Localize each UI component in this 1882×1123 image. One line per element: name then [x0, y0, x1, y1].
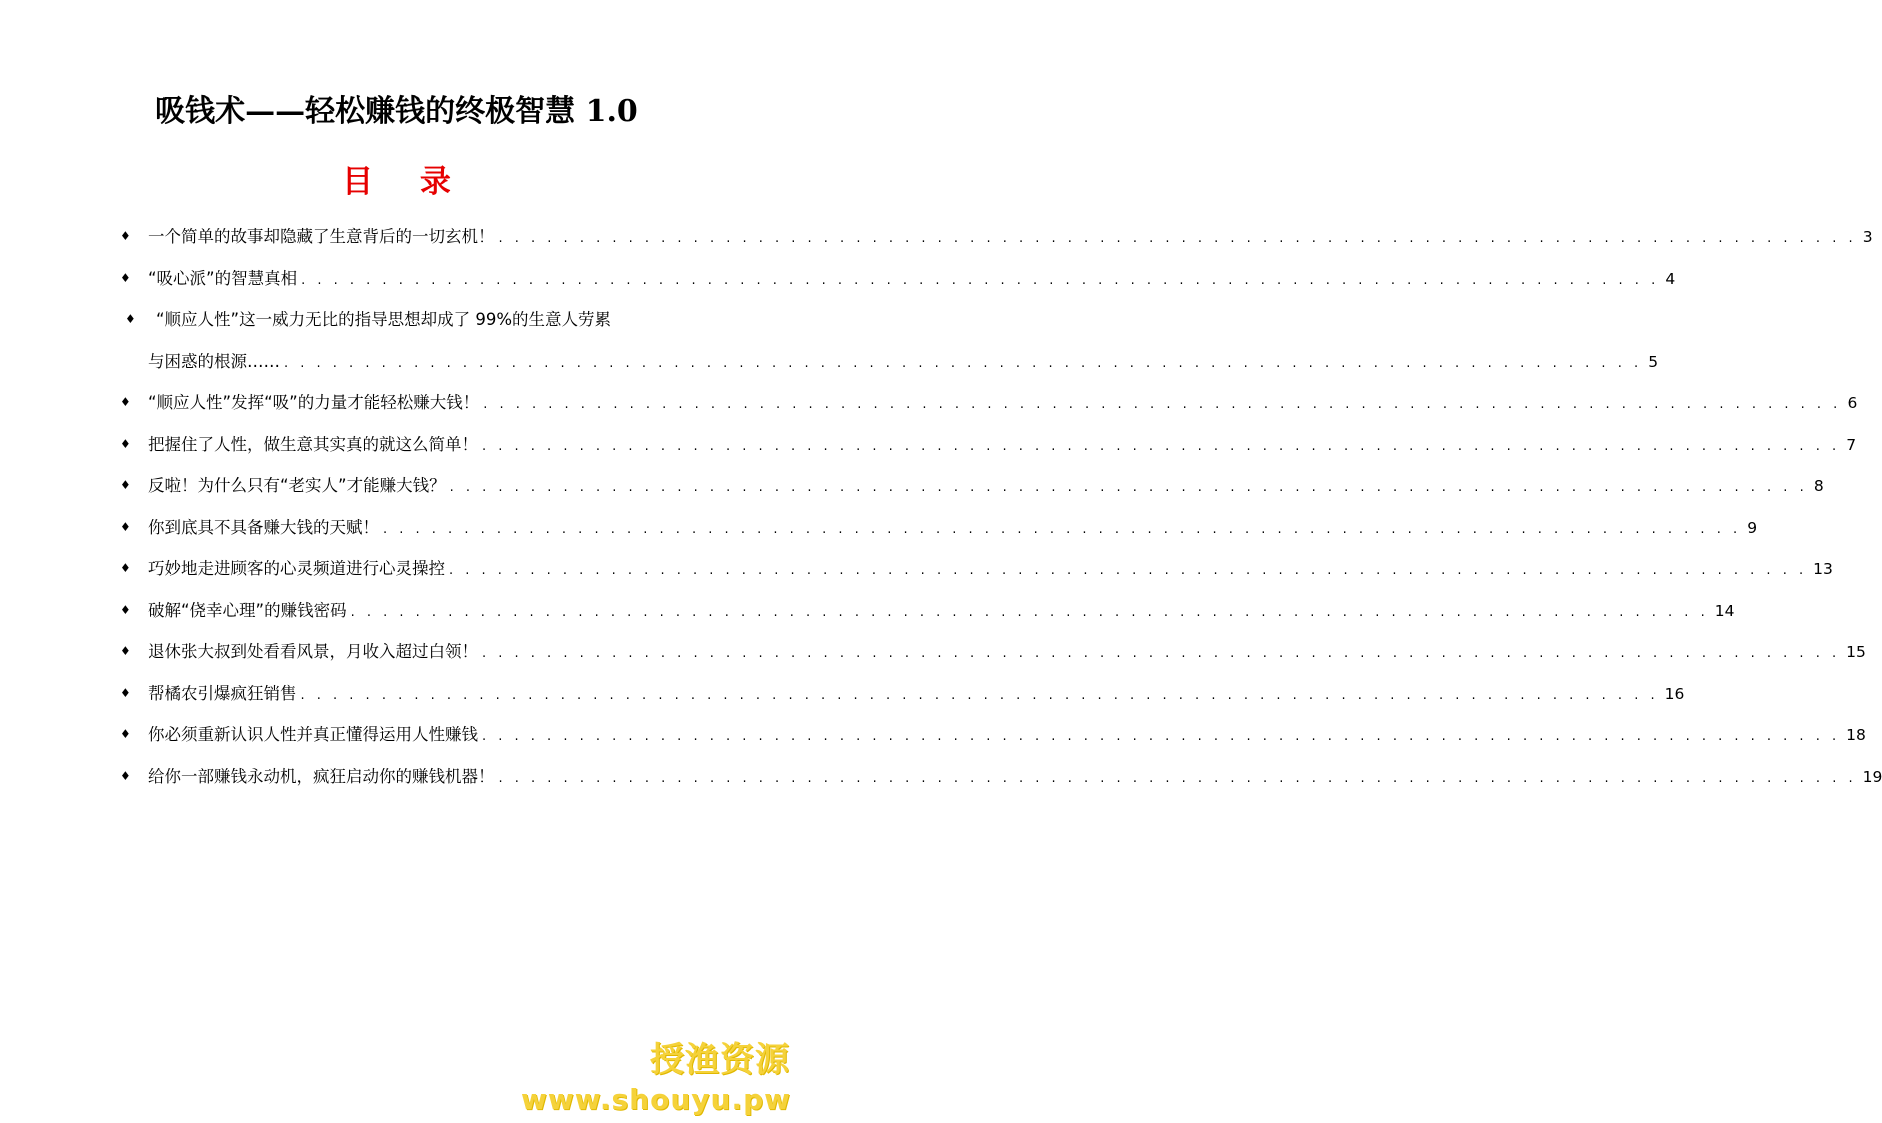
watermark — [493, 1038, 793, 1118]
toc-page-number: 7 — [1846, 435, 1857, 454]
toc-page-number: 3 — [1862, 228, 1873, 246]
toc-page-number: 19 — [1862, 767, 1882, 786]
toc-entry-title: “吸心派”的智慧真相 — [148, 268, 298, 288]
diamond-bullet-icon: ♦ — [125, 312, 136, 326]
toc-page-number: 4 — [1665, 269, 1676, 288]
toc-entry-line — [148, 382, 1858, 424]
toc-page-number: 16 — [1664, 684, 1685, 703]
toc-entry[interactable] — [115, 590, 1735, 632]
diamond-bullet-icon: ♦ — [120, 644, 131, 658]
toc-entry[interactable] — [115, 756, 1882, 798]
toc-entry-line — [148, 631, 1866, 673]
toc-entry-line — [148, 590, 1735, 632]
toc-page-number: 14 — [1714, 601, 1735, 620]
document-title: 吸钱术——轻松赚钱的终极智慧 1.0 — [155, 94, 638, 129]
toc-page-number: 18 — [1846, 726, 1866, 744]
toc-entry-line — [148, 756, 1882, 798]
toc-entry-title: 把握住了人性，做生意其实真的就这么简单！ — [148, 434, 478, 454]
toc-entry[interactable] — [115, 258, 1676, 300]
toc-entry-title: 与困惑的根源…… — [148, 351, 280, 371]
dot-leader: . . . . . . . . . . . . . . . . . . . . . . . . . . . . . . . . . . . . . . . . . . . . . . . . . . . . . . . . . . . . . . . . . . . . . . . . . . . . . . . . . . . . — [449, 480, 1808, 495]
toc-page-number: 8 — [1813, 477, 1824, 495]
toc-entry[interactable] — [115, 299, 1659, 382]
toc-entry-title: 巧妙地走进顾客的心灵频道进行心灵操控 — [148, 559, 445, 578]
diamond-bullet-icon: ♦ — [120, 768, 131, 783]
diamond-bullet-icon: ♦ — [120, 561, 131, 575]
toc-entry-title: “顺应人性”这一威力无比的指导思想却成了 99%的生意人劳累 — [156, 310, 612, 329]
toc-entry[interactable] — [115, 714, 1866, 756]
diamond-bullet-icon: ♦ — [120, 685, 131, 700]
diamond-bullet-icon: ♦ — [120, 229, 131, 243]
watermark-url: www.shouyu.pw — [521, 1083, 791, 1116]
diamond-bullet-icon: ♦ — [120, 436, 131, 451]
toc-entry-line — [148, 341, 1659, 383]
toc-entry-line — [148, 507, 1758, 549]
toc-entry[interactable] — [115, 631, 1866, 673]
diamond-bullet-icon: ♦ — [120, 727, 131, 741]
dot-leader: . . . . . . . . . . . . . . . . . . . . . . . . . . . . . . . . . . . . . . . . . . . . . . . . . . . . . . . . . . . . . . . . . . . . . . . . . . . . . . . . . . . . — [482, 646, 1841, 661]
diamond-bullet-icon: ♦ — [120, 395, 131, 409]
diamond-bullet-icon: ♦ — [120, 519, 131, 534]
toc-entry-title: 反啦！为什么只有“老实人”才能赚大钱？ — [148, 476, 446, 495]
watermark-name: 授渔资源 — [650, 1040, 790, 1080]
toc-entry-line — [148, 424, 1857, 466]
toc-entry-line — [148, 548, 1833, 590]
toc-heading: 目 录 — [342, 164, 469, 200]
toc-page-number: 13 — [1813, 560, 1833, 578]
dot-leader: . . . . . . . . . . . . . . . . . . . . . . . . . . . . . . . . . . . . . . . . . . . . . . . . . . . . . . . . . . . . . . . . . . . . . . . . . . . . . . . . . . . . — [482, 438, 1841, 454]
toc-entry-line — [148, 299, 675, 341]
toc-entry-line — [148, 714, 1866, 756]
toc-entry[interactable] — [115, 424, 1857, 466]
toc-entry-line — [148, 673, 1685, 715]
toc-entry-title: 一个简单的故事却隐藏了生意背后的一切玄机！ — [148, 227, 495, 246]
toc-page-number: 9 — [1747, 518, 1758, 537]
dot-leader: . . . . . . . . . . . . . . . . . . . . . . . . . . . . . . . . . . . . . . . . . . . . . . . . . . . . . . . . . . . . . . . . . . . . . . . . . . . . . . . . . . . . — [498, 231, 1857, 246]
toc-entry-line — [148, 465, 1824, 507]
dot-leader: . . . . . . . . . . . . . . . . . . . . . . . . . . . . . . . . . . . . . . . . . . . . . . . . . . . . . . . . . . . . . . . . . . . . . . . . . . . . . . . . . . . . — [498, 770, 1857, 786]
toc-entry-title: 给你一部赚钱永动机，疯狂启动你的赚钱机器！ — [148, 766, 495, 786]
toc-entry[interactable] — [115, 673, 1685, 715]
toc-entry-line — [148, 258, 1676, 300]
toc-entry[interactable] — [115, 216, 1873, 258]
toc-page-number: 5 — [1648, 352, 1659, 371]
diamond-bullet-icon: ♦ — [120, 270, 131, 285]
toc-entry-title: 你必须重新认识人性并真正懂得运用人性赚钱 — [148, 725, 478, 744]
dot-leader: . . . . . . . . . . . . . . . . . . . . . . . . . . . . . . . . . . . . . . . . . . . . . . . . . . . . . . . . . . . . . . . . . . . . . . . . . . . . . . . . . . . . — [284, 355, 1643, 371]
toc-entry-title: “顺应人性”发挥“吸”的力量才能轻松赚大钱！ — [148, 393, 480, 412]
dot-leader: . . . . . . . . . . . . . . . . . . . . . . . . . . . . . . . . . . . . . . . . . . . . . . . . . . . . . . . . . . . . . . . . . . . . . . . . . . . . . . . . . . . . — [449, 563, 1808, 578]
toc-page-number: 6 — [1847, 394, 1858, 412]
diamond-bullet-icon: ♦ — [120, 478, 131, 492]
table-of-contents — [115, 216, 1882, 797]
dot-leader: . . . . . . . . . . . . . . . . . . . . . . . . . . . . . . . . . . . . . . . . . . . . . . . . . . . . . . . . . . . . . . . . . . . . . . . . . . . . . . . . . . . . — [383, 521, 1742, 537]
toc-entry[interactable] — [115, 507, 1758, 549]
dot-leader: . . . . . . . . . . . . . . . . . . . . . . . . . . . . . . . . . . . . . . . . . . . . . . . . . . . . . . . . . . . . . . . . . . . . . . . . . . . . . . . . . . . . — [483, 397, 1842, 412]
dot-leader: . . . . . . . . . . . . . . . . . . . . . . . . . . . . . . . . . . . . . . . . . . . . . . . . . . . . . . . . . . . . . . . . . . . . . . . . . . . . . . . . . . . . — [482, 729, 1841, 744]
toc-entry[interactable] — [115, 382, 1858, 424]
dot-leader: . . . . . . . . . . . . . . . . . . . . . . . . . . . . . . . . . . . . . . . . . . . . . . . . . . . . . . . . . . . . . . . . . . . . . . . . . . . . . . . . . . . . — [300, 687, 1659, 703]
toc-entry-line — [148, 216, 1873, 258]
dot-leader: . . . . . . . . . . . . . . . . . . . . . . . . . . . . . . . . . . . . . . . . . . . . . . . . . . . . . . . . . . . . . . . . . . . . . . . . . . . . . . . . . . . . — [350, 604, 1709, 620]
toc-page-number: 15 — [1846, 643, 1866, 661]
dot-leader: . . . . . . . . . . . . . . . . . . . . . . . . . . . . . . . . . . . . . . . . . . . . . . . . . . . . . . . . . . . . . . . . . . . . . . . . . . . . . . . . . . . . — [301, 272, 1660, 288]
toc-entry[interactable] — [115, 465, 1824, 507]
toc-entry-title: 退休张大叔到处看看风景，月收入超过白领！ — [148, 642, 478, 661]
diamond-bullet-icon: ♦ — [120, 602, 131, 617]
toc-entry-title: 你到底具不具备赚大钱的天赋！ — [148, 517, 379, 537]
toc-entry[interactable] — [115, 548, 1833, 590]
toc-entry-title: 破解“侥幸心理”的赚钱密码 — [148, 600, 347, 620]
toc-entry-title: 帮橘农引爆疯狂销售 — [148, 683, 297, 703]
